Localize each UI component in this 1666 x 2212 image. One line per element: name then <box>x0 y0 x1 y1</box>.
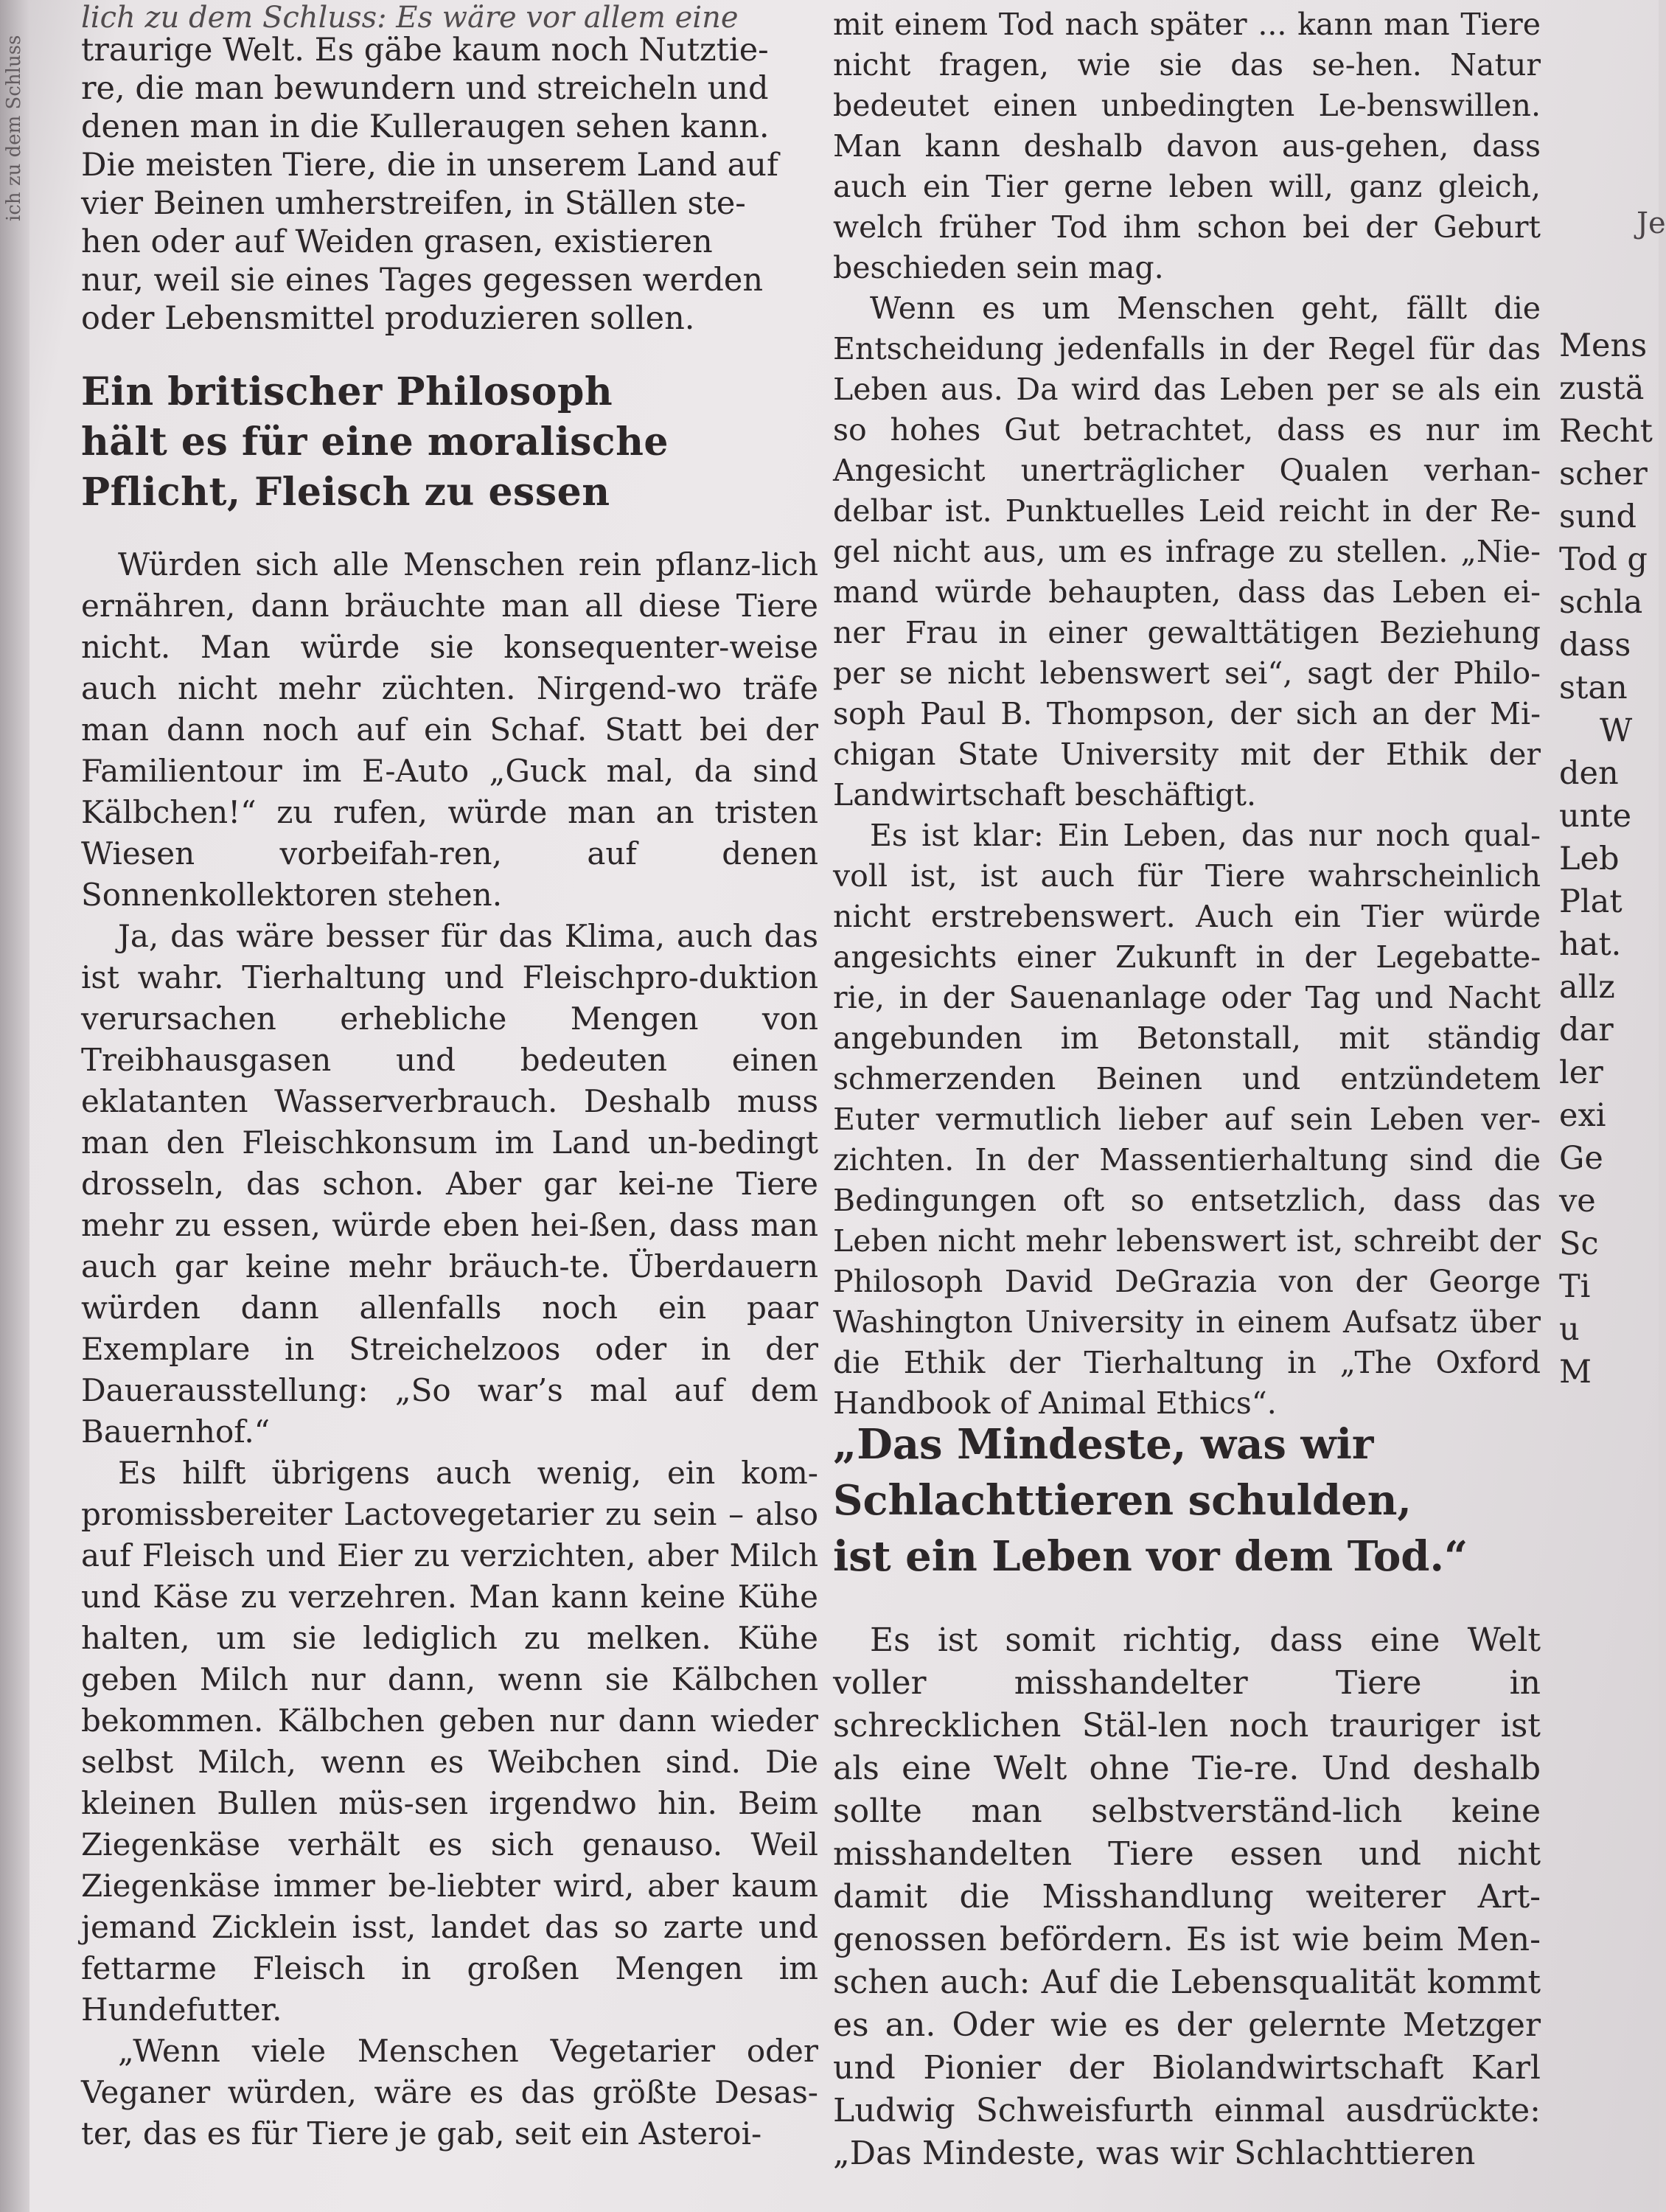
right-top-fragment: Je <box>1637 206 1666 240</box>
middle-body-top <box>833 4 1541 1424</box>
body-paragraph: „Wenn viele Menschen Vegetarier oder Veganer würden, wäre es das größte Desas-ter, das es für Tiere je gab, seit ein Asteroi- <box>81 2033 818 2152</box>
middle-body-bottom <box>833 1619 1541 2175</box>
right-column-fragment: exi <box>1559 1097 1606 1134</box>
right-column-fragment: Plat <box>1559 883 1623 920</box>
right-column-fragment: dass <box>1559 627 1631 664</box>
subheading-line: hält es für eine moralische <box>81 420 669 465</box>
right-column-fragment: M <box>1559 1354 1592 1391</box>
left-top-line: nur, weil sie eines Tages gegessen werden <box>81 262 764 299</box>
right-column-fragment: dar <box>1559 1012 1614 1048</box>
pull-quote-line: „Das Mindeste, was wir <box>833 1420 1374 1469</box>
body-paragraph: mit einem Tod nach später ... kann man Tiere nicht fragen, wie sie das se-hen. Natur bedeutet einen unbedingten Le-benswillen. Man kann deshalb davon aus-gehen, dass auch ein Tier gerne leben will, ganz gleich, welch früher Tod ihm schon bei der Geburt beschieden sein mag. <box>833 7 1541 285</box>
left-top-line: traurige Welt. Es gäbe kaum noch Nutztie- <box>81 32 769 69</box>
body-paragraph: Wenn es um Menschen geht, fällt die Entscheidung jedenfalls in der Regel für das Leben aus. Da wird das Leben per se als ein so hohes Gut betrachtet, dass es nur im Angesicht unerträglicher Qualen verhan-delbar ist. Punktuelles Leid reicht in der Re-gel nicht aus, um es infrage zu stellen. „Nie-mand würde behaupten, dass das Leben ei-ner Frau in einer gewalttätigen Beziehung per se nicht lebenswert sei“, sagt der Philo-soph Paul B. Thompson, der sich an der Mi-chigan State University mit der Ethik der Landwirtschaft beschäftigt. <box>833 291 1541 813</box>
right-column-fragment: W <box>1600 712 1633 749</box>
right-column-fragment: Sc <box>1559 1225 1599 1262</box>
body-paragraph: Es hilft übrigens auch wenig, ein kom-promissbereiter Lactovegetarier zu sein – also auf Fleisch und Eier zu verzichten, aber Milch und Käse zu verzehren. Man kann keine Kühe halten, um sie lediglich zu melken. Kühe geben Milch nur dann, wenn sie Kälbchen bekommen. Kälbchen geben nur dann wieder selbst Milch, wenn es Weibchen sind. Die kleinen Bullen müs-sen irgendwo hin. Beim Ziegenkäse verhält es sich genauso. Weil Ziegenkäse immer be-liebter wird, aber kaum jemand Zicklein isst, landet das so zarte und fettarme Fleisch in großen Mengen im Hundefutter. <box>81 1455 818 2028</box>
left-body <box>81 544 818 2154</box>
body-paragraph: Es ist klar: Ein Leben, das nur noch qual-voll ist, ist auch für Tiere wahrscheinlich nicht erstrebenswert. Auch ein Tier würde angesichts einer Zukunft in der Legebatte-rie, in der Sauenanlage oder Tag und Nacht angebunden im Betonstall, mit ständig schmerzenden Beinen und entzündetem Euter vermutlich lieber auf sein Leben ver-zichten. In der Massentierhaltung sind die Bedingungen oft so entsetzlich, dass das Leben nicht mehr lebenswert ist, schreibt der Philosoph David DeGrazia von der George Washington University in einem Aufsatz über die Ethik der Tierhaltung in „The Oxford Handbook of Animal Ethics“. <box>833 818 1541 1421</box>
right-column-fragment: u <box>1559 1311 1580 1348</box>
left-top-line: denen man in die Kulleraugen sehen kann. <box>81 108 770 145</box>
adjacent-page-edge <box>0 0 29 2212</box>
right-column-fragment: ler <box>1559 1054 1603 1091</box>
middle-column <box>833 4 1541 2172</box>
left-column <box>81 1 818 2154</box>
right-column-fragment: Recht <box>1559 413 1653 450</box>
right-column-fragments <box>1559 324 1659 1394</box>
right-column-fragment: Leb <box>1559 841 1620 877</box>
left-top-line: oder Lebensmittel produzieren sollen. <box>81 300 695 337</box>
left-top-line: vier Beinen umherstreifen, in Ställen ste- <box>81 185 746 222</box>
pull-quote-line: ist ein Leben vor dem Tod.“ <box>833 1532 1468 1581</box>
right-column-fragment: stan <box>1559 669 1628 706</box>
right-column-fragment: zustä <box>1559 370 1645 407</box>
subheading <box>81 367 818 518</box>
left-top-line: hen oder auf Weiden grasen, existieren <box>81 223 713 260</box>
pull-quote-line: Schlachttieren schulden, <box>833 1476 1412 1525</box>
right-column-fragment: unte <box>1559 798 1632 835</box>
right-column-fragment: Ge <box>1559 1140 1603 1177</box>
left-top-line: Die meisten Tiere, die in unserem Land auf <box>81 147 778 184</box>
right-column-fragment: Ti <box>1559 1268 1591 1305</box>
right-column-fragment: allz <box>1559 969 1615 1006</box>
right-column-fragment: Mens <box>1559 327 1648 364</box>
right-column-fragment: schla <box>1559 584 1643 621</box>
right-column-fragment: den <box>1559 755 1619 792</box>
right-column-fragment: sund <box>1559 498 1637 535</box>
body-paragraph: Ja, das wäre besser für das Klima, auch das ist wahr. Tierhaltung und Fleischpro-duktion verursachen erhebliche Mengen von Treibhausgasen und bedeuten einen eklatanten Wasserverbrauch. Deshalb muss man den Fleischkonsum im Land un-bedingt drosseln, das schon. Aber gar kei-ne Tiere mehr zu essen, würde eben hei-ßen, dass man auch gar keine mehr bräuch-te. Überdauern würden dann allenfalls noch ein paar Exemplare in Streichelzoos oder in der Dauerausstellung: „So war’s mal auf dem Bauernhof.“ <box>81 918 818 1450</box>
subheading-line: Pflicht, Fleisch zu essen <box>81 470 610 515</box>
left-top-line: lich zu dem Schluss: Es wäre vor allem eine <box>81 1 739 35</box>
right-column-fragment: scher <box>1559 456 1648 493</box>
right-column-fragment: Tod g <box>1559 541 1648 578</box>
edge-fragment: ich zu dem Schluss <box>3 35 25 221</box>
subheading-line: Ein britischer Philosoph <box>81 369 613 414</box>
left-top-line: re, die man bewundern und streicheln und <box>81 70 769 107</box>
body-paragraph: Es ist somit richtig, dass eine Welt voller misshandelter Tiere in schrecklichen Stäl-len noch trauriger ist als eine Welt ohne Tie-re. Und deshalb sollte man selbstverständ-lich keine misshandelten Tiere essen und nicht damit die Misshandlung weiterer Art-genossen befördern. Es ist wie beim Men-schen auch: Auf die Lebensqualität kommt es an. Oder wie es der gelernte Metzger und Pionier der Biolandwirtschaft Karl Ludwig Schweisfurth einmal ausdrückte: „Das Mindeste, was wir Schlachttieren <box>833 1621 1541 2172</box>
right-column-fragment: hat. <box>1559 926 1622 963</box>
left-top-paragraph <box>81 1 818 338</box>
right-column-fragment: ve <box>1559 1183 1596 1220</box>
pull-quote <box>833 1416 1541 1585</box>
body-paragraph: Würden sich alle Menschen rein pflanz-lich ernähren, dann bräuchte man all diese Tiere nicht. Man würde sie konsequenter-weise auch nicht mehr züchten. Nirgend-wo träfe man dann noch auf ein Schaf. Statt bei der Familientour im E-Auto „Guck mal, da sind Kälbchen!“ zu rufen, würde man an tristen Wiesen vorbeifah-ren, auf denen Sonnenkollektoren stehen. <box>81 546 818 913</box>
